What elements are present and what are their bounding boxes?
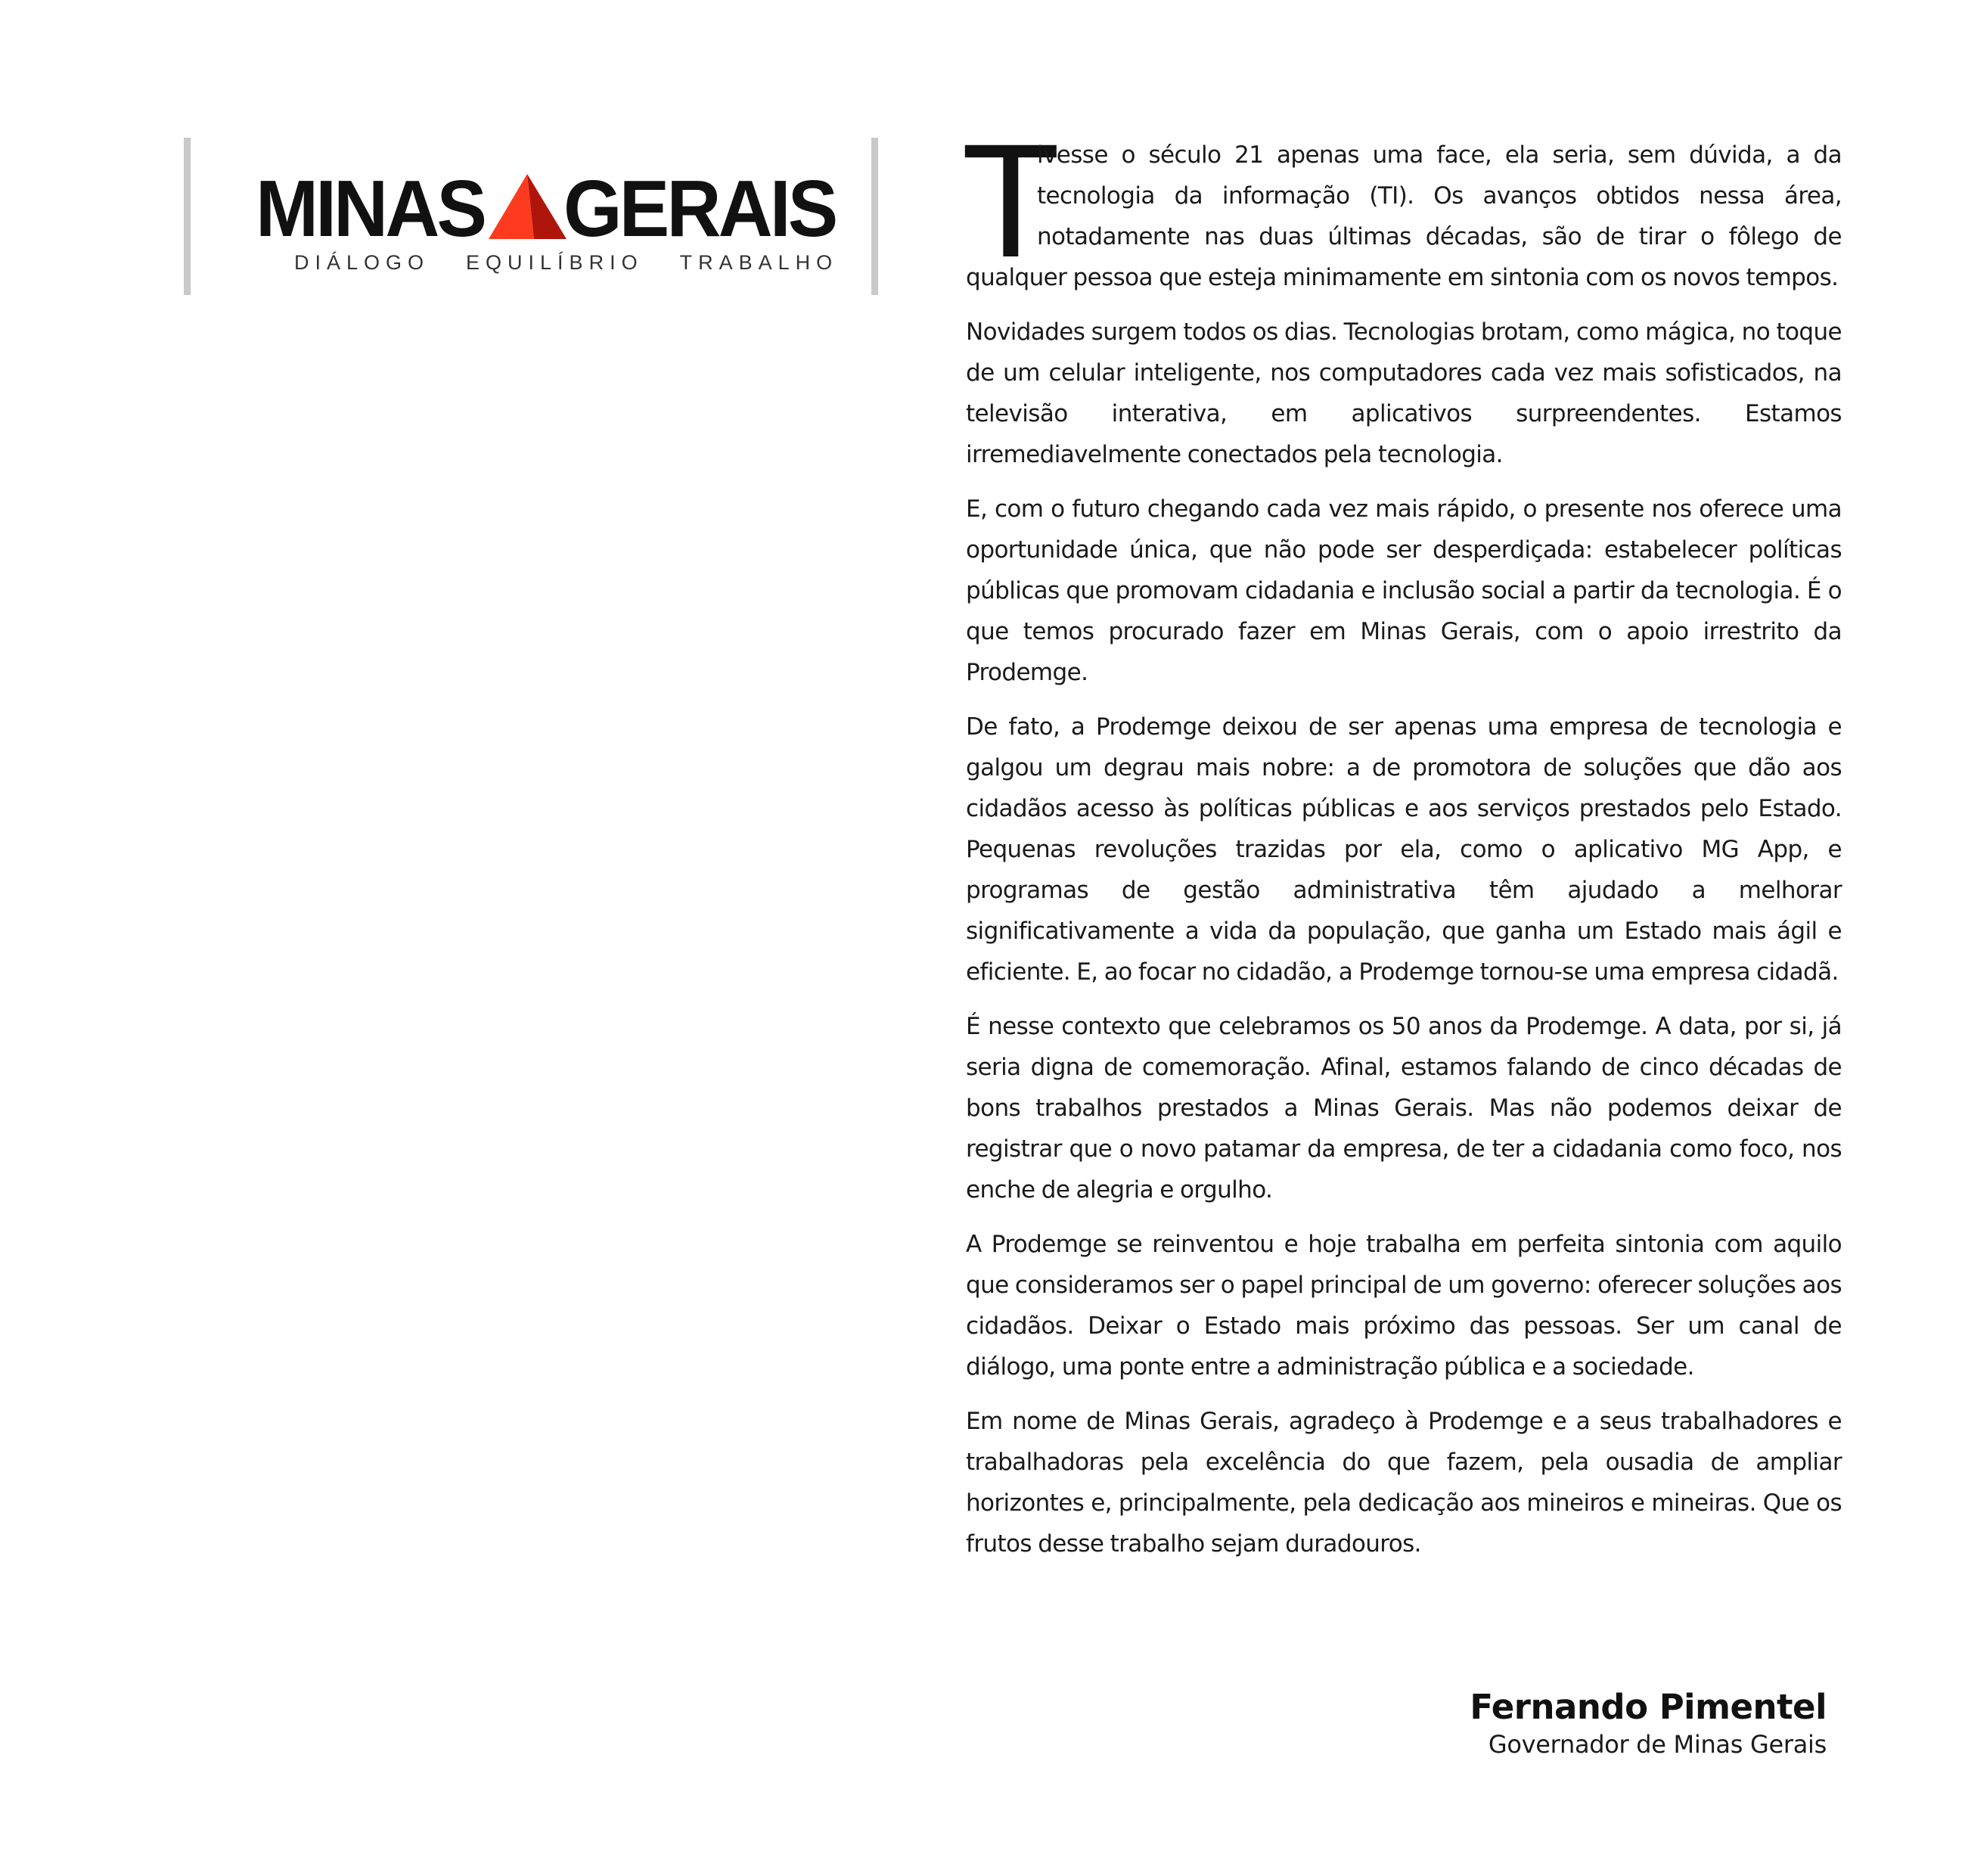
paragraph-1-text: ivesse o século 21 apenas uma face, ela seria, sem dúvida, a da tecnologia da informação (TI). Os avanços obtidos nessa área, notadamente nas duas últimas décadas, são de tirar o fôlego de qualquer pessoa que esteja minimamente em sintonia com os novos tempos. xyxy=(966,141,1842,291)
logo-tagline xyxy=(256,251,839,275)
tagline-trabalho: TRABALHO xyxy=(679,251,839,274)
minas-gerais-logo xyxy=(184,138,878,295)
logo-divider-left xyxy=(184,138,191,295)
paragraph-7: Em nome de Minas Gerais, agradeço à Prodemge e a seus trabalhadores e trabalhadoras pela excelência do que fazem, pela ousadia de ampliar horizontes e, principalmente, pela dedicação aos mineiros e mineiras. Que os frutos desse trabalho sejam duradouros. xyxy=(966,1408,1842,1558)
triangle-icon-dark-face xyxy=(527,174,567,239)
paragraph-2: Novidades surgem todos os dias. Tecnologias brotam, como mágica, no toque de um celular inteligente, nos computadores cada vez mais sofisticados, na televisão interativa, em aplicativos surpreendentes. Estamos irremediavelmente conectados pela tecnologia. xyxy=(966,318,1842,468)
signature-role: Governador de Minas Gerais xyxy=(1488,1730,1827,1759)
tagline-dialogo: DIÁLOGO xyxy=(294,251,430,274)
triangle-icon xyxy=(489,174,567,239)
signature-block xyxy=(1470,1685,1827,1760)
paragraph-5: É nesse contexto que celebramos os 50 anos da Prodemge. A data, por si, já seria digna de comemoração. Afinal, estamos falando de cinco décadas de bons trabalhos prestados a Minas Gerais. Mas não podemos deixar de registrar que o novo patamar da empresa, de ter a cidadania como foco, nos enche de alegria e orgulho. xyxy=(966,1013,1842,1204)
paragraph-1 xyxy=(961,110,1842,298)
paragraph-3: E, com o futuro chegando cada vez mais rápido, o presente nos oferece uma oportunidade única, que não pode ser desperdiçada: estabelecer políticas públicas que promovam cidadania e inclusão social a partir da tecnologia. É o que temos procurado fazer em Minas Gerais, com o apoio irrestrito da Prodemge. xyxy=(966,495,1842,686)
logo-divider-right xyxy=(871,138,878,295)
logo-word-gerais: GERAIS xyxy=(563,164,836,253)
paragraph-4: De fato, a Prodemge deixou de ser apenas uma empresa de tecnologia e galgou um degrau mais nobre: a de promotora de soluções que dão aos cidadãos acesso às políticas públicas e aos serviços prestados pelo Estado. Pequenas revoluções trazidas por ela, como o aplicativo MG App, e programas de gestão administrativa têm ajudado a melhorar significativamente a vida da população, que ganha um Estado mais ágil e eficiente. E, ao focar no cidadão, a Prodemge tornou-se uma empresa cidadã. xyxy=(966,713,1842,986)
paragraph-6: A Prodemge se reinventou e hoje trabalha em perfeita sintonia com aquilo que consideramos ser o papel principal de um governo: oferecer soluções aos cidadãos. Deixar o Estado mais próximo das pessoas. Ser um canal de diálogo, uma ponte entre a administração pública e a sociedade. xyxy=(966,1231,1842,1381)
article-body xyxy=(961,110,1842,1578)
drop-cap: T xyxy=(961,110,1060,291)
logo-word-minas: MINAS xyxy=(256,164,485,253)
triangle-icon-light-face xyxy=(489,174,534,239)
tagline-equilibrio: EQUILÍBRIO xyxy=(466,251,644,274)
signature-name: Fernando Pimentel xyxy=(1470,1687,1827,1727)
